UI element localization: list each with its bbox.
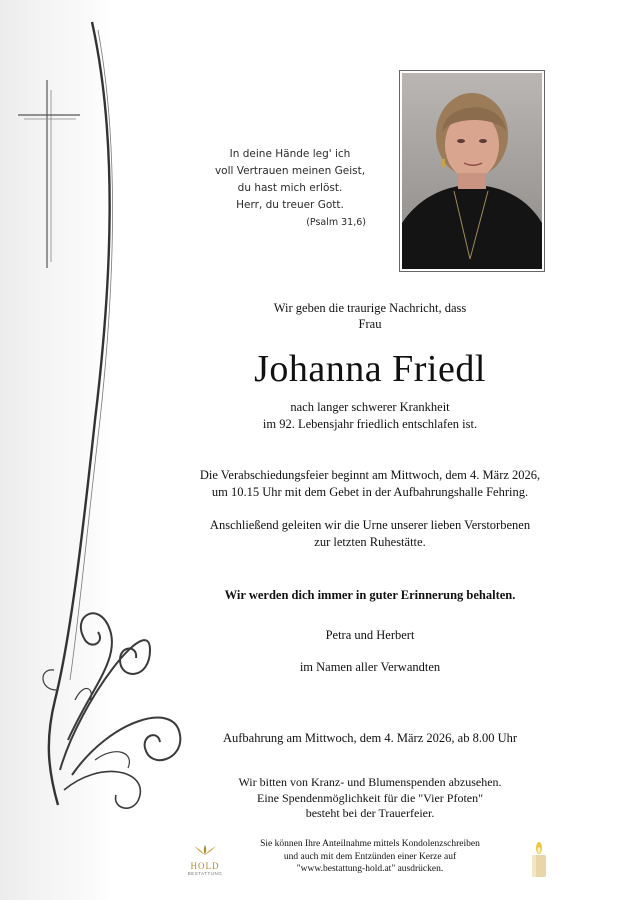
candle-icon (528, 842, 550, 878)
donation-text (150, 775, 590, 822)
intro-text (150, 300, 590, 332)
condolence-footer (150, 838, 590, 876)
cause-line: nach langer schwerer Krankheit (290, 400, 450, 414)
logo-word: HOLD (190, 861, 220, 871)
intro-title: Frau (358, 317, 382, 331)
logo-subtitle: BESTATTUNG (187, 871, 223, 876)
intro-line: Wir geben die traurige Nachricht, dass (273, 301, 467, 315)
urn-text (150, 517, 590, 551)
psalm-line: voll Vertrauen meinen Geist, (214, 165, 366, 177)
donation-line: Eine Spendenmöglichkeit für die "Vier Pfoten" (256, 790, 484, 805)
donation-line: Wir bitten von Kranz- und Blumenspenden abzusehen. (238, 775, 502, 789)
portrait-photo (402, 73, 542, 269)
cause-text (150, 399, 590, 433)
psalm-line: du hast mich erlöst. (237, 182, 343, 194)
deceased-name: Johanna Friedl (254, 348, 486, 390)
footer-line: Sie können Ihre Anteilnahme mittels Kondolenzschreiben (260, 839, 480, 849)
cause-line: im 92. Lebensjahr friedlich entschlafen ist. (262, 417, 478, 431)
ceremony-line: Die Verabschiedungsfeier beginnt am Mittwoch, dem 4. März 2026, (199, 468, 541, 482)
psalm-line: In deine Hände leg' ich (229, 148, 351, 160)
donation-line: besteht bei der Trauerfeier. (305, 806, 435, 820)
ceremony-line: um 10.15 Uhr mit dem Gebet in der Aufbahrungshalle Fehring. (211, 485, 529, 499)
viewing-info: Aufbahrung am Mittwoch, dem 4. März 2026, ab 8.00 Uhr (222, 731, 518, 745)
portrait-frame (399, 70, 545, 272)
psalm-reference: (Psalm 31,6) (306, 217, 366, 228)
urn-line: Anschließend geleiten wir die Urne unserer lieben Verstorbenen (209, 518, 531, 532)
ceremony-text (150, 467, 590, 501)
psalm-quote (200, 146, 380, 231)
footer-line: "www.bestattung-hold.at" ausdrücken. (296, 864, 444, 874)
urn-line: zur letzten Ruhestätte. (314, 535, 426, 549)
relatives-text: im Namen aller Verwandten (299, 660, 441, 674)
memory-statement: Wir werden dich immer in guter Erinnerung behalten. (224, 588, 516, 602)
footer-line: und auch mit dem Entzünden einer Kerze auf (283, 851, 457, 862)
psalm-line: Herr, du treuer Gott. (236, 199, 344, 211)
cross-icon (18, 80, 80, 268)
mourners-names: Petra und Herbert (325, 628, 415, 642)
